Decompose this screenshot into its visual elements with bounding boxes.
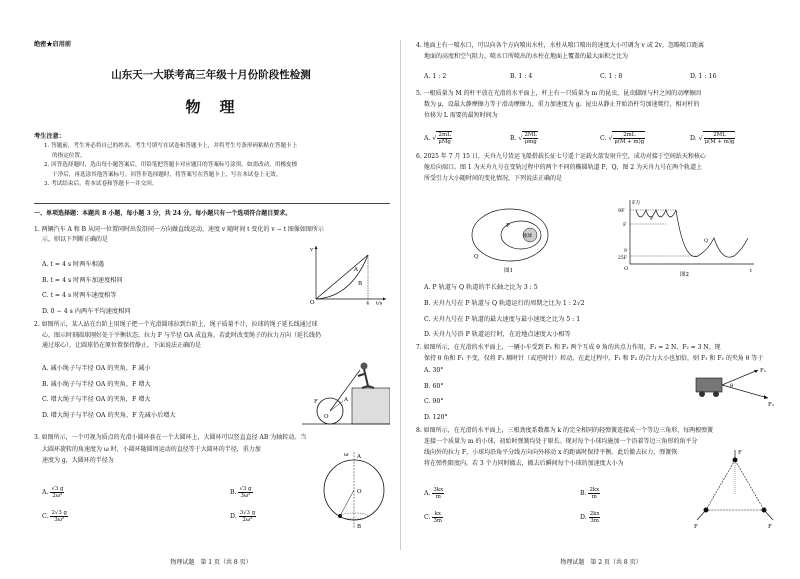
q7-options [424,363,448,425]
q2-options [42,361,176,423]
option-label: D. [580,514,587,521]
t-label: t/s [376,300,383,305]
cart-body [696,378,722,392]
note-line: 1. 答题前，考生务必将自己的姓名、考生号填写在试卷和答题卡上，并将考生号条形码粘贴在答题卡上 [44,143,298,149]
t-axis-arrow [383,298,386,301]
label-q: Q [474,254,479,260]
option-c[interactable]: C. 90° [424,398,444,405]
question-text: 连接一个质量为 m 的小球，初始时弹簧均处于原长。现对每个小球均施加一个沿着等边三角形的角平分 [424,438,698,445]
label-p: P [650,216,654,222]
origin-label: O [624,266,629,272]
f-label: F万 [632,200,641,206]
option-d[interactable]: D. 1 : 16 [690,73,717,80]
formula: $\frac{2kx}{m}$ [589,487,600,500]
question-text: 3. 如图所示，一个可视为质点的光滑小圆环套在一个大圆环上，大圆环可以竖直直径 AB 为轴转动。当 [34,434,307,441]
tick-4: 4 [366,300,370,305]
option-label: D. [690,135,697,142]
tick-25f: 25F [618,256,627,261]
option-b[interactable]: B. 天舟九号在 P 轨道与 Q 轨道运行的周期之比为 1 : 2√2 [424,299,585,307]
formula: $\frac{kx}{3m}$ [433,511,442,524]
q3-option-c[interactable] [42,510,68,523]
t-label: t [750,268,753,274]
formula: $\frac{√3 g}{\text{2ω²}}$ [51,486,64,499]
option-d[interactable]: D. 天舟九号沿 P 轨道运行时，在近地点速度大小相等 [424,331,571,339]
option-a[interactable]: A. 减小绳子与半径 OA 的夹角，F 减小 [42,365,151,372]
force-time-graph [618,196,758,278]
question-4 [416,40,786,62]
option-b[interactable]: B. t = 4 s 时两车加速度相同 [42,276,123,284]
triangle-spring-figure [694,448,776,532]
question-text: 速度为 g，大圆环的半径为 [42,457,114,464]
question-text: 5. 一根质量为 M 的杆平放在光滑的水平面上，杆上有一只质量为 m 的昆虫，昆虫脚趾与杆之间的动摩擦因 [416,90,702,97]
vt-graph [306,243,390,305]
label-q: Q [704,238,709,244]
question-text: 地面的高度和空气阻力，喷水口所喷出的水柱在地面上覆盖的最大面积之比为 [424,53,629,60]
question-text: 8. 如图所示，在光滑的水平面上，三根劲度系数都为 k 的完全相同的轻弹簧连接成一个等边三角形，每两根弹簧 [416,427,714,434]
page-footer: 物理试题 第 1 页（共 8 页） [170,559,252,566]
formula: $\frac{3kx}{m}$ [433,487,444,500]
fig2-caption: 图2 [680,272,689,278]
formula: $\frac{√3 g}{\text{3ω²}}$ [239,486,252,499]
person-head [361,363,368,370]
question-text: 通过球心），让圆球仍在原位置保持静止，下面说法正确的是 [42,342,202,349]
option-a[interactable]: A. 30° [424,367,444,374]
q3-option-a[interactable] [42,486,64,499]
tick-f: F [623,222,627,228]
option-label: B. [580,490,587,497]
question-text: 心，图示时刻圆球刚好处于平衡状态，拉力 F 与半径 OA 成直角。若此时改变绳子的拉力方向（延长线仍 [42,331,322,339]
force-left [697,510,706,520]
label-f1: F₁ [760,368,767,374]
question-text: 所受引力大小随时间的变化情况，下列说法正确的是 [424,175,563,182]
question-text: 1. 两辆汽车 A 和 B 从同一位置同时出发沿同一方向做直线运动，速度 v 随时间 t 变化的 v − t 图像如图所示 [34,226,324,233]
question-text: 数为 μ，设最大静摩擦力等于滑动摩擦力，重力加速度为 g。昆虫从静止开始沿杆匀加速爬行，相对杆的 [424,101,700,108]
option-b[interactable]: B. 减小绳子与半径 OA 的夹角，F 增大 [42,380,151,388]
curve-q [676,210,748,257]
option-b[interactable]: B. 1 : 4 [510,73,533,80]
cart-figure [684,362,776,412]
q5-option-b[interactable]: B. √ $\frac{2ML}{\text{μmg}}$ [510,132,537,145]
exam-title: 山东天一大联考高三年级十月份阶段性检测 [111,69,311,81]
question-text: 将在弹性限度内。若 3 个力同时撤去，撤去后瞬间每个小球的加速度大小为 [424,460,624,467]
orbit-figure [468,200,558,276]
note-line: 的指定位置。 [52,152,86,159]
label-a: A [344,397,348,403]
label-o: O [357,489,362,495]
label-f-right: F [768,524,772,530]
option-label: D. [230,513,237,520]
label-p: P [506,223,510,229]
section-title: 一、单项选择题：本题共 8 小题，每小题 3 分，共 24 分。每小题只有一个选项符合题目要求。 [34,210,292,217]
label-o: O [324,414,329,420]
option-label: C. [600,135,607,142]
label-f: F [314,399,318,405]
curve-p [636,210,676,217]
option-a[interactable]: A. 1 : 2 [424,73,447,80]
option-label: A. [424,135,431,142]
label-a: A [357,454,361,460]
question-2 [34,320,390,352]
option-d[interactable]: D. 0 − 4 s 内两车平均速度相同 [42,307,131,315]
option-label: C. [42,513,49,520]
note-line: 干净后，再选涂其他答案标号。回答非选择题时，将答案写在答题卡上，写在本试卷上无效。 [52,171,282,178]
label-omega: ω [344,452,349,458]
small-ring [338,514,342,518]
q5-option-d[interactable]: D. √ $\frac{2ML}{\mu(M + m)g}$ [690,132,735,145]
q3-option-d[interactable] [230,510,256,523]
option-b[interactable]: B. 60° [424,382,444,390]
q6-options [424,280,585,343]
question-text: 线向外的拉力 F，小球均沿角平分线方向向外移动 x 的距离时保持平衡。此后撤去拉力，弹簧恢 [424,449,678,456]
ring-figure [318,448,388,530]
option-c[interactable]: C. 增大绳子与半径 OA 的夹角，F 增大 [42,396,151,403]
formula: $\frac{3√3 g}{\text{2ω²}}$ [239,510,256,523]
question-6 [416,151,786,184]
q8-option-d[interactable] [580,511,600,524]
option-d[interactable]: D. 120° [424,413,448,421]
question-text: 7. 如图所示，在光滑的水平面上，一辆小车受到 F₁ 和 F₂ 两个互成 θ 角的共点力作用，F₁ = 2 N，F₂ = 3 N。现 [416,344,721,351]
label-b: B [358,281,363,287]
option-label: B. [510,135,517,142]
question-1 [34,225,390,244]
formula: $\frac{2√3 g}{\text{3ω²}}$ [51,510,67,523]
q3-option-b[interactable] [230,486,253,499]
force-f2 [722,385,768,398]
confidential-mark: 绝密★启用前 [34,41,72,48]
option-label: A. [424,490,431,497]
question-text: 4. 地面上有一喷水口，可以向各个方向喷出水柱，水柱从喷口喷出的速度大小可调为 v 或 2v，忽略喷口距离 [416,42,704,49]
q1-options [42,257,130,319]
question-text: 示，则以下判断正确的是 [42,235,109,243]
force-right [764,510,773,520]
separator [34,203,390,204]
question-5 [416,88,786,121]
v-label: v [310,247,314,253]
radius-line [340,490,354,516]
option-a[interactable]: A. t = 4 s 时两车相遇 [42,261,104,268]
page-2 [400,0,800,579]
tick-9f: 9F [618,208,625,214]
earth-label: 地球 [523,234,532,239]
tick-9-over: 9 [624,249,627,254]
option-c[interactable]: C. 1 : 8 [600,73,623,80]
subject-title: 物 理 [185,98,237,116]
question-text: 舱后向端口。图 1 为天舟九号在变轨过程中的两个不同的椭圆轨道 P，Q，图 2 为天舟九号在两个轨道上 [424,164,703,171]
question-7 [416,342,786,364]
page-footer: 物理试题 第 2 页（共 8 页） [560,559,642,566]
q8-option-b[interactable] [580,487,600,500]
option-d[interactable]: D. 增大绳子与半径 OA 的夹角，F 先减小后增大 [42,411,176,419]
notes-title: 考生注意： [34,133,65,140]
option-label: B. [230,489,237,496]
force-f1 [722,370,758,385]
question-text: 6. 2025 年 7 月 15 日，天舟九号货运飞船搭载长征七号遥十运载火箭发射升空，成功对接于空间站天和核心 [416,153,706,160]
wheel [713,391,719,397]
question-text: 保持 θ 角和 F₁ 不变，仅将 F₁ 顺时针（或逆时针）转动，在此过程中，F₁ 和 F₂ 的合力大小也加倍，则 F₁ 和 F₂ 的夹角 θ 等于 [424,355,764,362]
question-text: 位移为 L 需要的最短时间为 [424,112,498,119]
option-label: C. [424,514,431,521]
note-line: 2. 回答选择题时，选出每小题答案后，用铅笔把答题卡对应题目的答案标号涂黑。如需改动，用橡皮擦 [44,162,298,169]
q8-option-a[interactable] [424,487,444,500]
label-a: A [354,267,358,273]
formula: $\frac{2kx}{3m}$ [589,511,600,524]
note-line: 3. 考试结束后，将本试卷和答题卡一并交回。 [44,181,158,188]
arrow-f2 [764,395,768,399]
origin-label: O [310,300,315,305]
label-f-left: F [694,524,698,530]
q5-option-a[interactable]: A. √ $\frac{2mL}{\text{μMg}}$ [424,132,451,145]
q5-option-c[interactable]: C. √ $\frac{2mL}{\mu(M + m)g}$ [600,132,645,145]
label-f2: F₂ [768,402,775,408]
option-c[interactable]: C. 天舟九号在 P 轨道的最大速度与最小速度之比为 5 : 1 [424,315,581,323]
wheel [699,391,705,397]
step-block [352,388,390,424]
option-label: A. [42,489,49,496]
label-b: B [357,524,362,530]
label-f-top: F [738,450,742,456]
question-text: 2. 如图所示，某人站在台阶上用绳子把一个光滑圆球拉到台阶上，绳子质量不计，拉球的绳子延长线通过球 [34,321,318,328]
person-body [358,369,374,388]
fig1-caption: 图1 [504,268,513,274]
option-c[interactable]: C. t = 4 s 时两车速度相等 [42,292,117,299]
stairs-figure [300,358,390,426]
notes-block [44,142,389,190]
option-a[interactable]: A. P 轨道与 Q 轨道的半长轴之比为 3 : 5 [424,284,538,291]
q8-option-c[interactable] [424,511,443,524]
line-a [316,255,368,299]
v-axis-arrow [315,246,318,249]
label-theta: θ [730,383,734,389]
question-text: 大圆环旋转的角速度为 ω 时，小圆环随圆周运动的直径等于大圆环的半径，重力加 [42,445,261,453]
